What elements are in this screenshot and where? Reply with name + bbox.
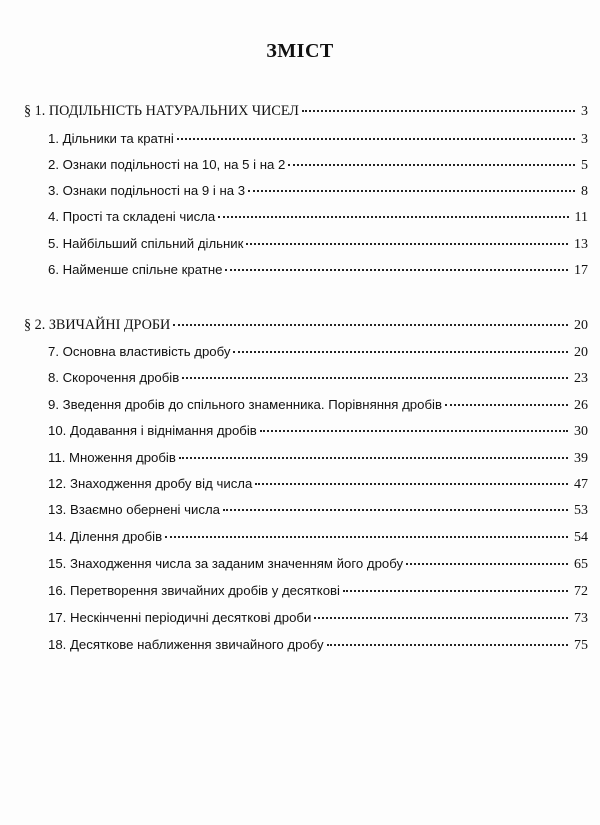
page-title: ЗМІСТ	[266, 40, 334, 62]
toc-item[interactable]	[48, 583, 588, 600]
toc-page-number: 65	[574, 557, 588, 572]
toc-section-1[interactable]	[24, 103, 588, 120]
toc-item-label: 10. Додавання і віднімання дробів	[48, 423, 257, 438]
toc-leader-dots	[223, 509, 568, 511]
toc-leader-dots	[225, 269, 568, 271]
toc-leader-dots	[233, 351, 568, 353]
toc-item[interactable]	[48, 397, 588, 414]
toc-page-number: 20	[574, 345, 588, 360]
toc-page-number: 75	[574, 638, 588, 653]
toc-item-label: 5. Найбільший спільний дільник	[48, 236, 244, 251]
toc-item-label: 12. Знаходження дробу від числа	[48, 476, 253, 491]
toc-item[interactable]	[48, 262, 588, 279]
toc-item-label: 14. Ділення дробів	[48, 529, 163, 544]
toc-leader-dots	[248, 190, 575, 192]
toc-leader-dots	[177, 138, 575, 140]
toc-item-label: 4. Прості та складені числа	[48, 209, 216, 224]
toc-item[interactable]	[48, 502, 588, 519]
toc-leader-dots	[173, 324, 568, 326]
toc-item[interactable]	[48, 183, 588, 200]
toc-leader-dots	[302, 110, 575, 112]
toc-page-number: 23	[574, 371, 588, 386]
toc-item[interactable]	[48, 236, 588, 253]
toc-section-2[interactable]	[24, 317, 588, 334]
toc-page-number: 3	[581, 104, 588, 119]
toc-leader-dots	[343, 590, 568, 592]
toc-item-label: 7. Основна властивість дробу	[48, 344, 231, 359]
toc-leader-dots	[165, 536, 568, 538]
toc-page-number: 8	[581, 184, 588, 199]
toc-item[interactable]	[48, 610, 588, 627]
toc-page-number: 20	[574, 318, 588, 333]
toc-page-number: 72	[574, 584, 588, 599]
toc-item[interactable]	[48, 529, 588, 546]
toc-item[interactable]	[48, 476, 588, 493]
toc-page-number: 13	[574, 237, 588, 252]
toc-item-label: 2. Ознаки подільності на 10, на 5 і на 2	[48, 157, 286, 172]
toc-leader-dots	[406, 563, 568, 565]
toc-leader-dots	[179, 457, 568, 459]
toc-item-label: 1. Дільники та кратні	[48, 131, 174, 146]
toc-leader-dots	[182, 377, 568, 379]
toc-item[interactable]	[48, 637, 588, 654]
toc-item-label: 13. Взаємно обернені числа	[48, 502, 221, 517]
toc-leader-dots	[288, 164, 575, 166]
toc-item-label: 15. Знаходження числа за заданим значенням його дробу	[48, 556, 404, 571]
toc-page-number: 73	[574, 611, 588, 626]
toc-leader-dots	[314, 617, 568, 619]
toc-section-label: § 1. ПОДІЛЬНІСТЬ НАТУРАЛЬНИХ ЧИСЕЛ	[24, 103, 299, 119]
toc-item[interactable]	[48, 209, 588, 226]
toc-item[interactable]	[48, 370, 588, 387]
toc-page-number: 53	[574, 503, 588, 518]
toc-item[interactable]	[48, 423, 588, 440]
toc-page-number: 3	[581, 132, 588, 147]
toc-item[interactable]	[48, 344, 588, 361]
toc-item-label: 9. Зведення дробів до спільного знаменника. Порівняння дробів	[48, 397, 442, 412]
toc-page-number: 39	[574, 451, 588, 466]
toc-item[interactable]	[48, 131, 588, 148]
toc-leader-dots	[327, 644, 568, 646]
toc-page-number: 11	[574, 210, 588, 225]
toc-leader-dots	[445, 404, 568, 406]
toc-item[interactable]	[48, 157, 588, 174]
toc-leader-dots	[260, 430, 568, 432]
toc-leader-dots	[255, 483, 568, 485]
toc-page-number: 30	[574, 424, 588, 439]
toc-section-label: § 2. ЗВИЧАЙНІ ДРОБИ	[24, 317, 171, 333]
toc-item-label: 6. Найменше спільне кратне	[48, 262, 223, 277]
toc-item[interactable]	[48, 556, 588, 573]
toc-item-label: 11. Множення дробів	[48, 450, 176, 465]
toc-leader-dots	[218, 216, 568, 218]
toc-item-label: 18. Десяткове наближення звичайного дробу	[48, 637, 324, 652]
toc-page-number: 17	[574, 263, 588, 278]
toc-page-number: 26	[574, 398, 588, 413]
toc-item-label: 8. Скорочення дробів	[48, 370, 180, 385]
toc-item-label: 17. Нескінченні періодичні десяткові дроби	[48, 610, 312, 625]
toc-page-number: 54	[574, 530, 588, 545]
toc-item[interactable]	[48, 450, 588, 467]
toc-leader-dots	[246, 243, 568, 245]
toc-page-number: 47	[574, 477, 588, 492]
toc-item-label: 16. Перетворення звичайних дробів у десяткові	[48, 583, 340, 598]
toc-page-number: 5	[581, 158, 588, 173]
toc-item-label: 3. Ознаки подільності на 9 і на 3	[48, 183, 246, 198]
